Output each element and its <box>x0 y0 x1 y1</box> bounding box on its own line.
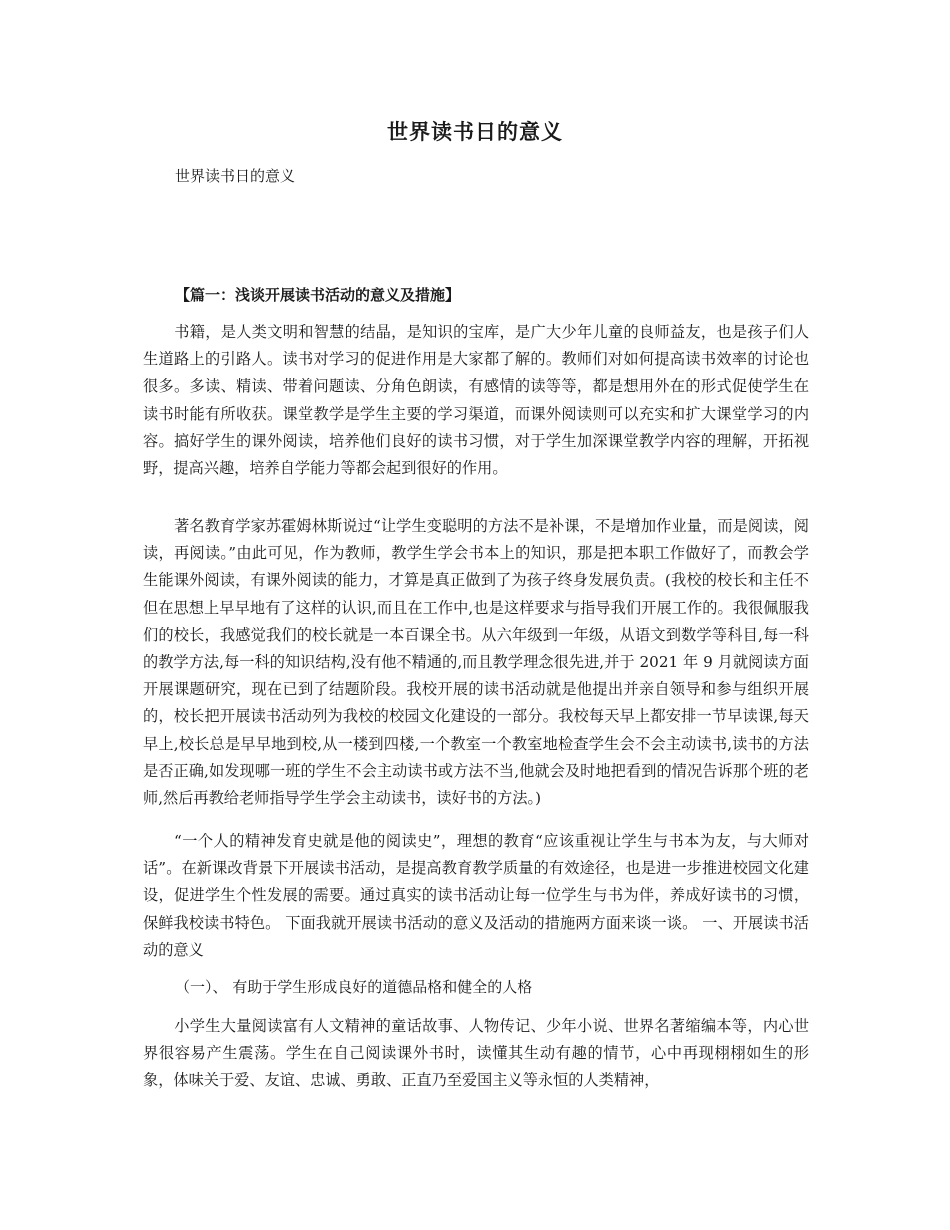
document-title: 世界读书日的意义 <box>387 119 563 144</box>
document-subtitle: 世界读书日的意义 <box>175 167 296 185</box>
paragraph-4 <box>143 1013 809 1095</box>
paragraph-4-text: 小学生大量阅读富有人文精神的童话故事、人物传记、少年小说、世界名著缩编本等，内心世界很容易产生震荡。学生在自己阅读课外书时，读懂其生动有趣的情节，心中再现栩栩如生的形象，体味关于爱、友谊、忠诚、勇敢、正直乃至爱国主义等永恒的人类精神， <box>143 1017 809 1090</box>
paragraph-1 <box>143 319 809 482</box>
paragraph-3-text: “一个人的精神发育史就是他的阅读史”，理想的教育“应该重视让学生与书本为友，与大师对话”。在新课改背景下开展读书活动，是提高教育教学质量的有效途径，也是进一步推进校园文化建设，促进学生个性发展的需要。通过真实的读书活动让每一位学生与书为伴，养成好读书的习惯，保鲜我校读书特色。 下面我就开展读书活动的意义及活动的措施两方面来谈一谈。 一、开展读书活动的意义 <box>143 832 809 959</box>
sub-heading: （一）、 有助于学生形成良好的道德品格和健全的人格 <box>175 978 533 996</box>
paragraph-1-text: 书籍，是人类文明和智慧的结晶，是知识的宝库，是广大少年儿童的良师益友，也是孩子们人生道路上的引路人。读书对学习的促进作用是大家都了解的。教师们对如何提高读书效率的讨论也很多。多读、精读、带着问题读、分角色朗读，有感情的读等等，都是想用外在的形式促使学生在读书时能有所收获。课堂教学是学生主要的学习渠道，而课外阅读则可以充实和扩大课堂学习的内容。搞好学生的课外阅读，培养他们良好的读书习惯，对于学生加深课堂教学内容的理解，开拓视野，提高兴趣，培养自学能力等都会起到很好的作用。 <box>143 323 809 478</box>
paragraph-3 <box>143 828 809 964</box>
paragraph-2 <box>143 513 809 812</box>
section-heading: 【篇一：浅谈开展读书活动的意义及措施】 <box>175 286 461 304</box>
paragraph-2-text: 著名教育学家苏霍姆林斯说过“让学生变聪明的方法不是补课，不是增加作业量，而是阅读，阅读，再阅读。”由此可见，作为教师，教学生学会书本上的知识，那是把本职工作做好了，而教会学生能课外阅读，有课外阅读的能力，才算是真正做到了为孩子终身发展负责。(我校的校长和主任不但在思想上早早地有了这样的认识,而且在工作中,也是这样要求与指导我们开展工作的。我很佩服我们的校长，我感觉我们的校长就是一本百课全书。从六年级到一年级，从语文到数学等科目,每一科的教学方法,每一科的知识结构,没有他不精通的,而且教学理念很先进,并于 2021 年 9 月就阅读方面开展课题研究，现在已到了结题阶段。我校开展的读书活动就是他提出并亲自领导和参与组织开展的，校长把开展读书活动列为我校的校园文化建设的一部分。我校每天早上都安排一节早读课,每天早上,校长总是早早地到校,从一楼到四楼,一个教室一个教室地检查学生会不会主动读书,读书的方法是否正确,如发现哪一班的学生不会主动读书或方法不当,他就会及时地把看到的情况告诉那个班的老师,然后再教给老师指导学生学会主动读书，读好书的方法。) <box>143 517 809 808</box>
